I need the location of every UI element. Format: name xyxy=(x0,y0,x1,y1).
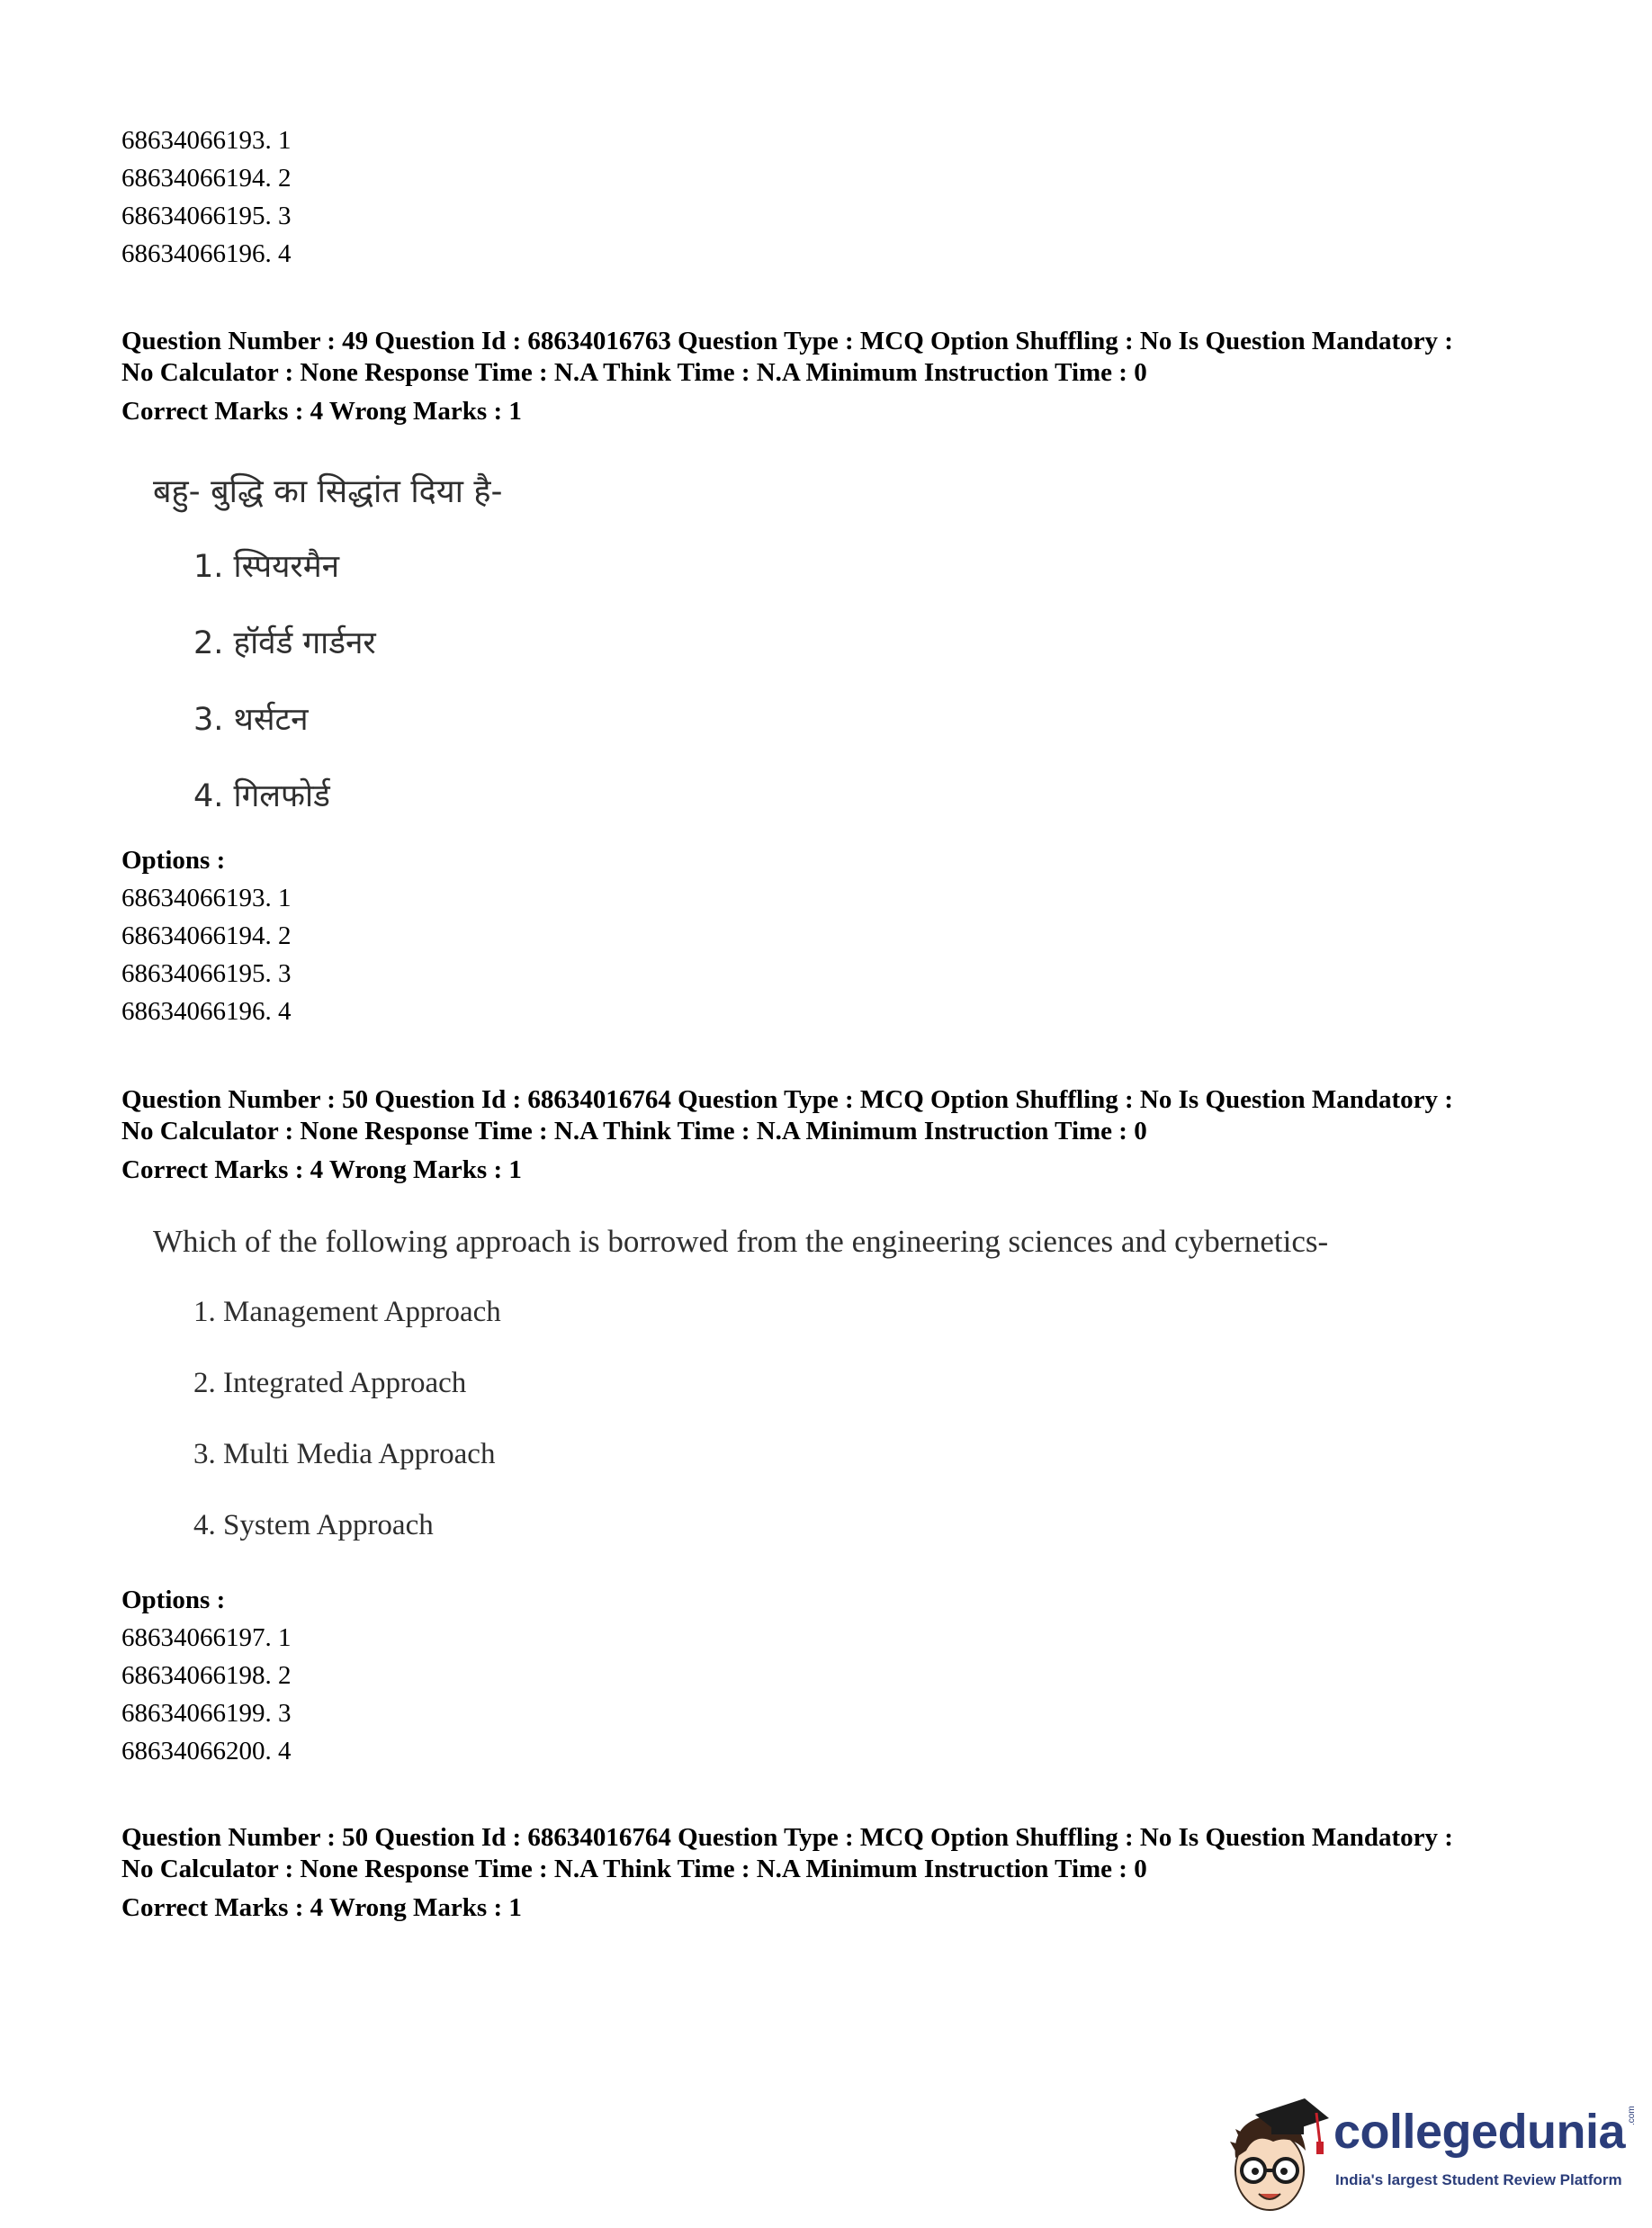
logo-tagline: India's largest Student Review Platform xyxy=(1335,2171,1622,2188)
question-choice: 3. थर्सटन xyxy=(193,702,309,738)
question-marks: Correct Marks : 4 Wrong Marks : 1 xyxy=(121,1893,522,1922)
option-line: 68634066197. 1 xyxy=(121,1623,292,1652)
question-meta-line-2: No Calculator : None Response Time : N.A Think Time : N.A Minimum Instruction Time : 0 xyxy=(121,1117,1147,1145)
option-line: 68634066200. 4 xyxy=(121,1737,292,1765)
question-meta-line-1: Question Number : 50 Question Id : 68634016764 Question Type : MCQ Option Shuffling : No Is Question Mandatory : xyxy=(121,1823,1453,1852)
question-49-header xyxy=(121,326,1561,427)
option-line: 68634066193. 1 xyxy=(121,884,292,912)
question-choice: 2. हॉर्वर्ड गार्डनर xyxy=(193,625,376,661)
option-line: 68634066198. 2 xyxy=(121,1661,292,1690)
collegedunia-logo xyxy=(1219,2088,1642,2223)
question-marks: Correct Marks : 4 Wrong Marks : 1 xyxy=(121,1155,522,1184)
question-meta-line-1: Question Number : 49 Question Id : 68634016763 Question Type : MCQ Option Shuffling : No Is Question Mandatory : xyxy=(121,327,1453,355)
question-choice: 1. Management Approach xyxy=(193,1296,501,1328)
question-49-options xyxy=(121,841,292,1030)
question-meta-line-2: No Calculator : None Response Time : N.A Think Time : N.A Minimum Instruction Time : 0 xyxy=(121,1855,1147,1883)
option-line: 68634066195. 3 xyxy=(121,959,292,988)
option-line: 68634066196. 4 xyxy=(121,239,292,268)
option-line: 68634066193. 1 xyxy=(121,126,292,155)
question-49-body xyxy=(153,468,503,814)
question-marks: Correct Marks : 4 Wrong Marks : 1 xyxy=(121,397,522,426)
option-line: 68634066194. 2 xyxy=(121,921,292,950)
top-options-list xyxy=(121,121,292,273)
option-line: 68634066199. 3 xyxy=(121,1699,292,1728)
question-stem: बहु- बुद्धि का सिद्धांत दिया है- xyxy=(153,473,503,510)
question-50-repeat-header xyxy=(121,1822,1561,1924)
option-line: 68634066194. 2 xyxy=(121,164,292,193)
logo-com: .com xyxy=(1627,2106,1637,2125)
logo-wordmark: collegedunia xyxy=(1333,2105,1626,2159)
question-meta-line-2: No Calculator : None Response Time : N.A Think Time : N.A Minimum Instruction Time : 0 xyxy=(121,358,1147,387)
question-50-body xyxy=(153,1224,1329,1541)
question-choice: 4. गिलफोर्ड xyxy=(193,778,330,814)
options-label: Options : xyxy=(121,1586,226,1614)
question-50-header xyxy=(121,1084,1561,1186)
question-choice: 4. System Approach xyxy=(193,1509,434,1541)
option-line: 68634066196. 4 xyxy=(121,997,292,1026)
question-choice: 1. स्पियरमैन xyxy=(193,549,340,585)
question-50-options xyxy=(121,1581,292,1770)
option-line: 68634066195. 3 xyxy=(121,202,292,230)
options-label: Options : xyxy=(121,846,226,875)
question-meta-line-1: Question Number : 50 Question Id : 68634016764 Question Type : MCQ Option Shuffling : No Is Question Mandatory : xyxy=(121,1085,1453,1114)
question-stem: Which of the following approach is borrowed from the engineering sciences and cybernetics- xyxy=(153,1224,1329,1259)
question-choice: 3. Multi Media Approach xyxy=(193,1438,496,1470)
mascot-icon xyxy=(1219,2088,1332,2223)
question-choice: 2. Integrated Approach xyxy=(193,1367,467,1399)
